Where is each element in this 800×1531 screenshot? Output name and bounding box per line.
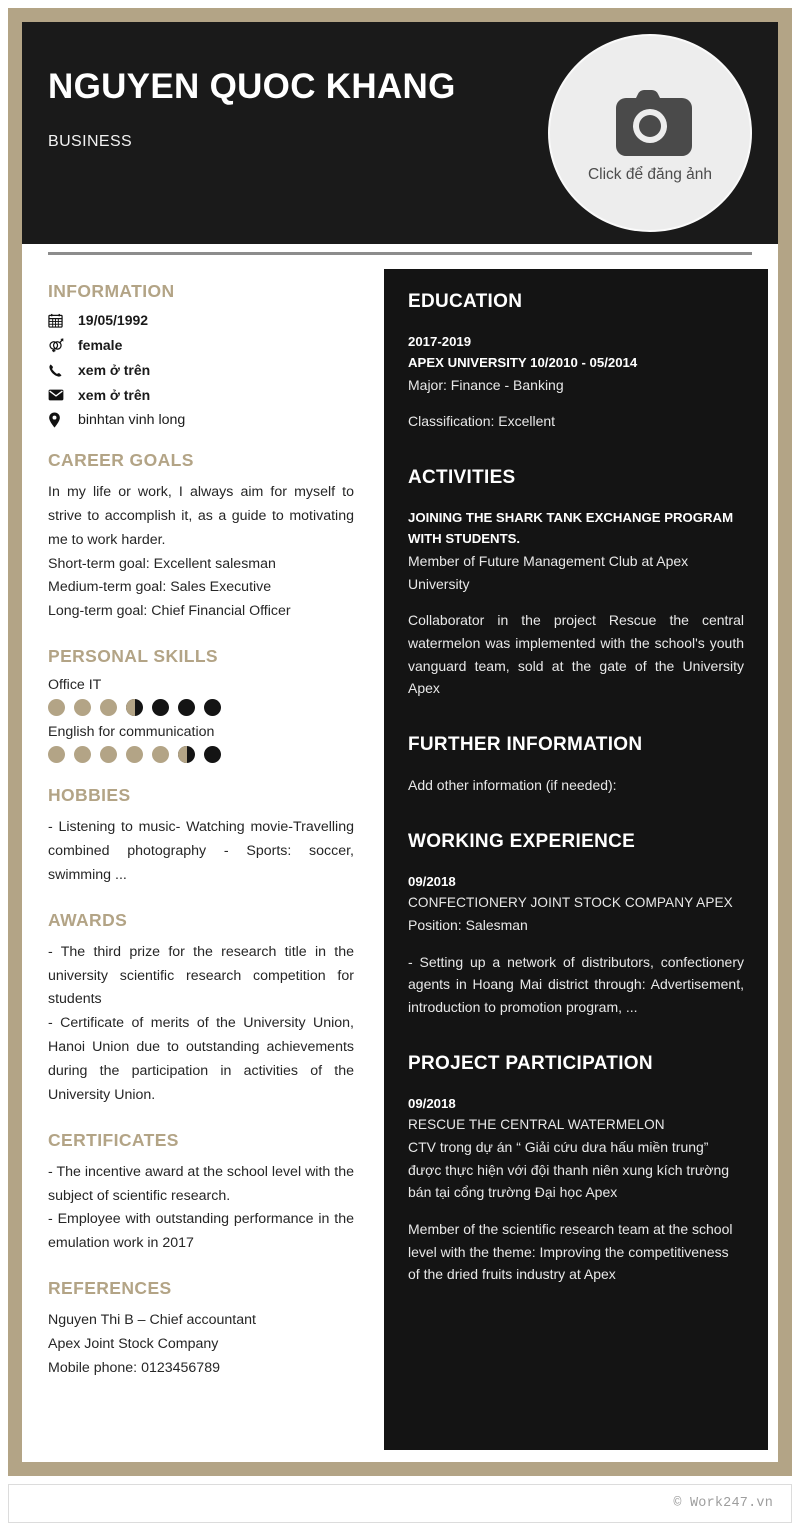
cv-sheet: [22, 22, 778, 1462]
section-activities: [408, 467, 744, 700]
information-heading: INFORMATION: [48, 281, 175, 301]
skill-dot: [126, 746, 143, 763]
gender-icon: [48, 337, 70, 353]
info-value-birthdate: 19/05/1992: [78, 312, 149, 328]
skill-dot: [152, 746, 169, 763]
working-experience-company: CONFECTIONERY JOINT STOCK COMPANY APEX: [408, 894, 733, 910]
awards-heading: AWARDS: [48, 909, 128, 930]
project-participation-project: RESCUE THE CENTRAL WATERMELON: [408, 1117, 665, 1132]
skill-dot: [204, 746, 221, 763]
activities-title: JOINING THE SHARK TANK EXCHANGE PROGRAM WITH STUDENTS.: [408, 510, 734, 547]
skill-label-english: English for communication: [48, 724, 215, 741]
skill-dot: [48, 746, 65, 763]
skill-dot: [204, 699, 221, 716]
info-value-address: binhtan vinh long: [78, 412, 186, 428]
working-experience-heading: WORKING EXPERIENCE: [408, 830, 636, 852]
career-goals-paragraph: In my life or work, I always aim for myself to strive to accomplish it, as a guide to motivating me to work harder.: [48, 484, 354, 548]
section-certificates: [48, 1130, 354, 1256]
info-row-phone: [48, 362, 354, 378]
cv-header: [22, 22, 778, 244]
hobbies-heading: HOBBIES: [48, 785, 131, 806]
project-participation-body: [408, 1093, 744, 1286]
calendar-icon: [48, 313, 70, 328]
info-row-gender: [48, 337, 354, 353]
activities-heading: ACTIVITIES: [408, 467, 516, 489]
skill-dot: [152, 699, 169, 716]
project-participation-description-en: Member of the scientific research team at the school level with the theme: Improving the competitiveness of the dried fruits industry at Apex: [408, 1221, 733, 1283]
section-personal-skills: [48, 646, 354, 763]
project-participation-period: 09/2018: [408, 1095, 456, 1111]
info-row-birthdate: [48, 312, 354, 328]
skill-dot: [74, 746, 91, 763]
references-line-1: Nguyen Thi B – Chief accountant: [48, 1312, 256, 1329]
activities-body: [408, 507, 744, 700]
camera-icon: [602, 82, 698, 162]
section-further-information: [408, 734, 744, 797]
photo-upload-caption: Click để đăng ảnh: [587, 166, 713, 183]
info-value-gender: female: [78, 337, 123, 353]
info-row-address: [48, 412, 354, 428]
working-experience-body: [408, 871, 744, 1019]
further-information-body: [408, 774, 744, 797]
information-list: [48, 312, 354, 428]
education-body: [408, 331, 744, 433]
awards-item-2: - Certificate of merits of the University Union, Hanoi Union due to outstanding achievements during the participation in activities of the University Union.: [48, 1015, 354, 1103]
hobbies-text: - Listening to music- Watching movie-Travelling combined photography - Sports: soccer, swimming ...: [48, 819, 354, 883]
working-experience-description: - Setting up a network of distributors, confectionery agents in Hoang Mai district through: Advertisement, introduction to promotion program, ...: [408, 953, 744, 1015]
certificates-item-2: - Employee with outstanding performance in the emulation work in 2017: [48, 1211, 354, 1252]
career-goals-heading: CAREER GOALS: [48, 450, 194, 470]
section-information: [48, 281, 354, 428]
footer-copyright: © Work247.vn: [673, 1496, 773, 1511]
project-participation-heading: PROJECT PARTICIPATION: [408, 1052, 653, 1074]
section-career-goals: [48, 450, 354, 624]
skill-dot: [178, 746, 195, 763]
skill-dot: [74, 699, 91, 716]
skill-dot: [100, 746, 117, 763]
certificates-item-1: - The incentive award at the school level with the subject of scientific research.: [48, 1163, 354, 1204]
cv-body: [22, 255, 778, 1462]
skill-dot: [178, 699, 195, 716]
skill-rating-office-it: [48, 699, 354, 716]
skill-dot: [48, 699, 65, 716]
career-goals-medium: Medium-term goal: Sales Executive: [48, 579, 272, 596]
section-awards: [48, 910, 354, 1108]
cv-right-column: [378, 269, 778, 1462]
page-footer: [8, 1484, 792, 1523]
certificates-heading: CERTIFICATES: [48, 1129, 179, 1150]
education-period: 2017-2019: [408, 334, 472, 349]
education-major: Major: Finance - Banking: [408, 376, 564, 393]
project-participation-description-vi: CTV trong dự án “ Giải cứu dưa hấu miền trung” được thực hiện với đội thanh niên xung kích trường bán tại cổng trường Đại học Apex: [408, 1139, 730, 1201]
working-experience-position: Position: Salesman: [408, 916, 528, 933]
skill-dot: [126, 699, 143, 716]
cv-frame: [8, 8, 792, 1476]
further-information-text: Add other information (if needed):: [408, 776, 617, 793]
photo-upload-button[interactable]: [548, 34, 752, 232]
career-goals-short: Short-term goal: Excellent salesman: [48, 555, 276, 572]
skill-rating-english: [48, 746, 354, 763]
info-value-phone: xem ở trên: [78, 362, 151, 378]
awards-item-1: - The third prize for the research title in the university scientific research competition for students: [48, 943, 354, 1008]
cv-left-column: [22, 269, 378, 1462]
skill-label-office-it: Office IT: [48, 677, 102, 694]
section-hobbies: [48, 785, 354, 888]
cv-dark-panel: [384, 269, 768, 1450]
envelope-icon: [48, 388, 70, 402]
candidate-name: NGUYEN QUOC KHANG: [48, 67, 456, 106]
section-project-participation: [408, 1053, 744, 1286]
further-information-heading: FURTHER INFORMATION: [408, 733, 643, 755]
candidate-job-title: BUSINESS: [48, 132, 133, 150]
references-line-3: Mobile phone: 0123456789: [48, 1359, 220, 1376]
activities-paragraph: Collaborator in the project Rescue the central watermelon was implemented with the school's youth vanguard team, sold at the gate of the University Apex: [408, 612, 744, 697]
info-row-email: [48, 387, 354, 403]
location-pin-icon: [48, 412, 70, 428]
personal-skills-heading: PERSONAL SKILLS: [48, 646, 219, 667]
phone-icon: [48, 363, 70, 378]
working-experience-period: 09/2018: [408, 873, 456, 889]
education-heading: EDUCATION: [408, 291, 523, 312]
section-references: [48, 1278, 354, 1381]
education-school: APEX UNIVERSITY 10/2010 - 05/2014: [408, 355, 638, 371]
section-education: [408, 291, 744, 433]
education-classification: Classification: Excellent: [408, 413, 556, 430]
section-working-experience: [408, 831, 744, 1019]
career-goals-long: Long-term goal: Chief Financial Officer: [48, 603, 291, 620]
info-value-email: xem ở trên: [78, 387, 151, 403]
skill-dot: [100, 699, 117, 716]
references-heading: REFERENCES: [48, 1278, 172, 1299]
activities-member: Member of Future Management Club at Apex University: [408, 552, 689, 592]
references-line-2: Apex Joint Stock Company: [48, 1336, 219, 1353]
